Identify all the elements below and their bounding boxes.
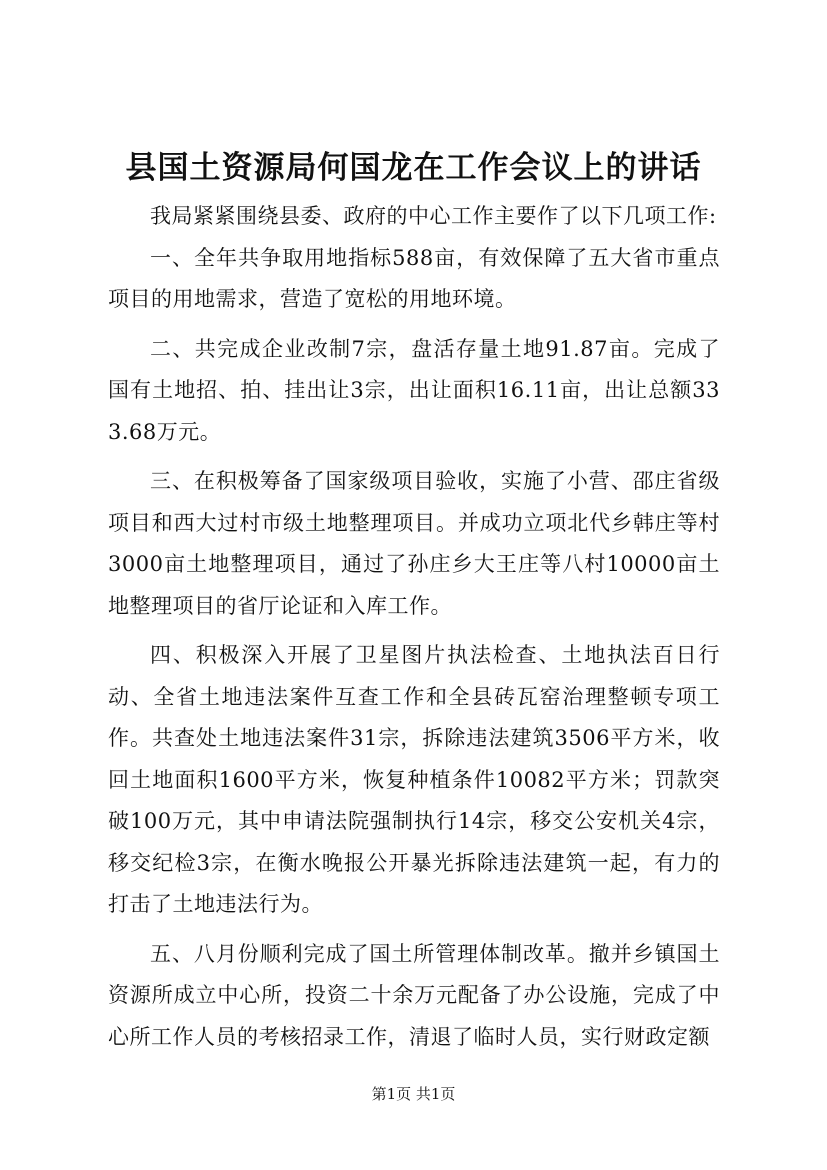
- page-footer: 第1页 共1页: [371, 1085, 456, 1103]
- paragraph-item-2: 二、共完成企业改制7宗，盘活存量土地91.87亩。完成了国有土地招、拍、挂出让3宗，出让面积16.11亩，出让总额333.68万元。: [108, 336, 720, 444]
- paragraph-item-5: 五、八月份顺利完成了国土所管理体制改革。撤并乡镇国土资源所成立中心所，投资二十余万元配备了办公设施，完成了中心所工作人员的考核招录工作，清退了临时人员，实行财政定额: [108, 941, 720, 1049]
- paragraph-item-3: 三、在积极筹备了国家级项目验收，实施了小营、邵庄省级项目和西大过村市级土地整理项目。并成功立项北代乡韩庄等村3000亩土地整理项目，通过了孙庄乡大王庄等八村10000亩土地整理项目的省厅论证和入库工作。: [108, 469, 720, 618]
- paragraph-item-4: 四、积极深入开展了卫星图片执法检查、土地执法百日行动、全省土地违法案件互查工作和全县砖瓦窑治理整顿专项工作。共查处土地违法案件31宗，拆除违法建筑3506平方米，收回土地面积1600平方米，恢复种植条件10082平方米；罚款突破100万元，其中申请法院强制执行14宗，移交公安机关4宗，移交纪检3宗，在衡水晚报公开暴光拆除违法建筑一起，有力的打击了土地违法行为。: [108, 643, 720, 916]
- document-title: 县国土资源局何国龙在工作会议上的讲话: [125, 150, 702, 186]
- intro-paragraph: 我局紧紧围绕县委、政府的中心工作主要作了以下几项工作:: [150, 204, 717, 228]
- paragraph-item-1: 一、全年共争取用地指标588亩，有效保障了五大省市重点项目的用地需求，营造了宽松的用地环境。: [108, 245, 720, 311]
- document-body: [108, 196, 720, 1058]
